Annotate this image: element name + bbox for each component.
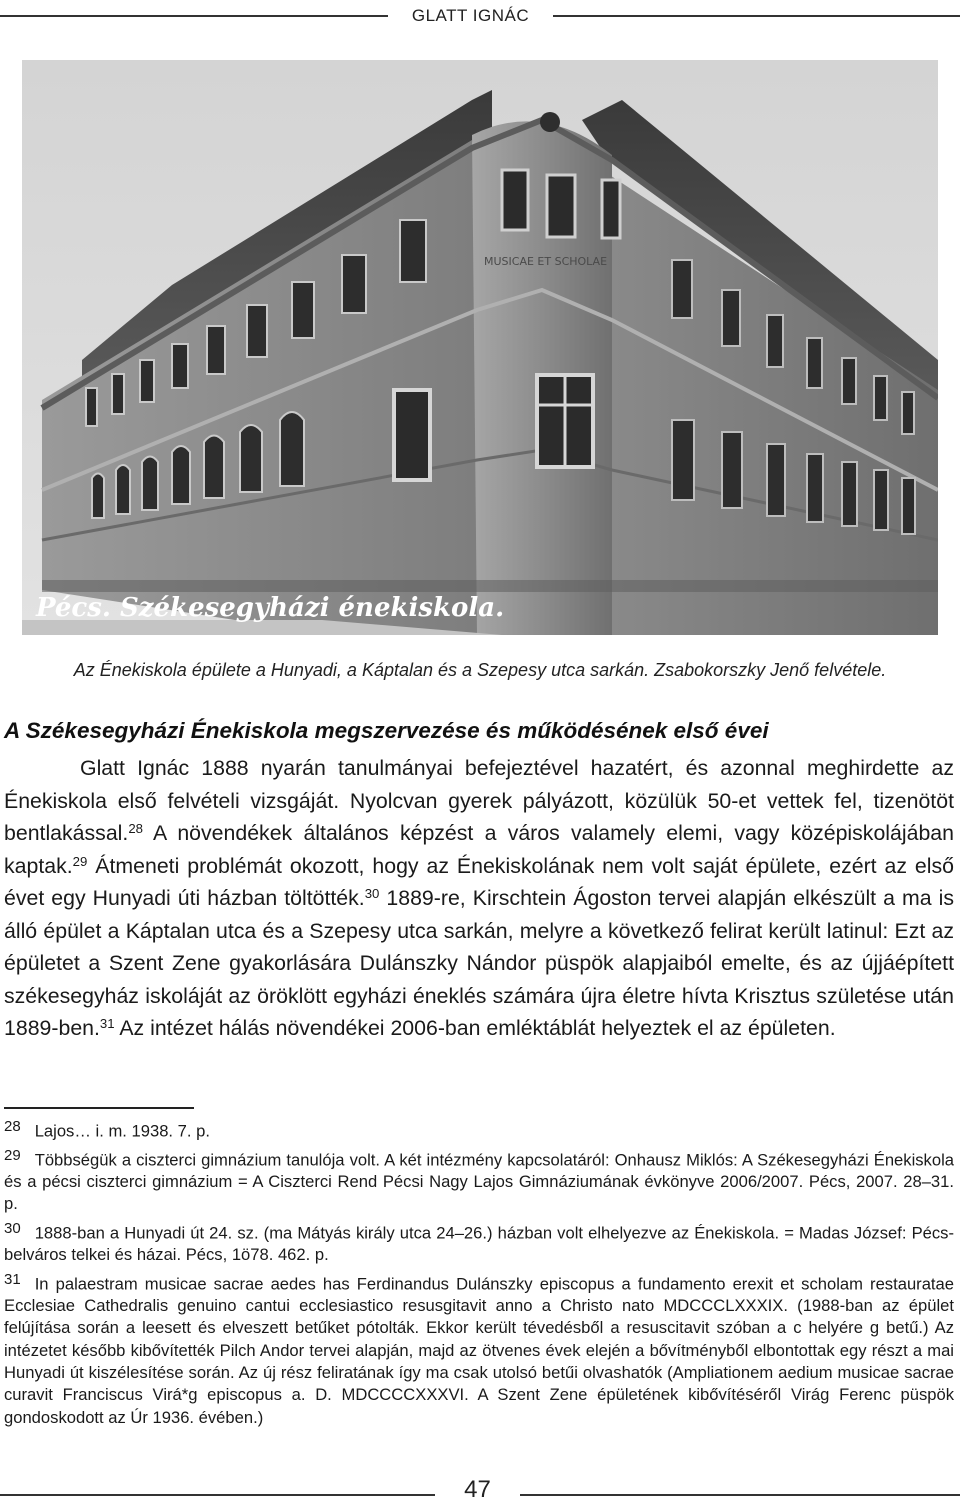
header-rule-left	[0, 15, 388, 17]
footnote-number: 30	[4, 1219, 21, 1237]
footnote-ref[interactable]: 28	[128, 820, 143, 836]
footer-rule-left	[0, 1494, 435, 1496]
footnote-30	[4, 1218, 954, 1267]
footnote-separator	[4, 1107, 194, 1109]
footnote-number: 31	[4, 1270, 21, 1288]
footer-rule-right	[520, 1494, 960, 1496]
footnote-29	[4, 1145, 954, 1216]
footnote-ref[interactable]: 29	[72, 853, 88, 869]
photo-caption: Az Énekiskola épülete a Hunyadi, a Káptalan és a Szepesy utca sarkán. Zsabokorszky Jenő felvétele.	[73, 660, 887, 680]
building-photograph	[22, 60, 938, 635]
paragraph-text	[4, 752, 954, 1045]
footnote-28	[4, 1116, 954, 1143]
frieze-inscription: MUSICAE ET SCHOLAE	[484, 255, 608, 268]
text-segment: Átmeneti problémát okozott, hogy az Énekiskolának nem volt saját épülete, ezért az első évet egy Hunyadi úti házban töltötték.	[4, 853, 954, 910]
footnote-ref[interactable]: 31	[99, 1015, 115, 1031]
footnotes	[4, 1116, 954, 1431]
header-rule-right	[553, 15, 960, 17]
footnote-31	[4, 1269, 954, 1429]
footnote-text: In palaestram musicae sacrae aedes has Ferdinandus Dulánszky episcopus a fundamento erexit et scholam restauratae Ecclesiae Cathedralis genuino cantui ecclesiastico resusgitavit anno a Christo nato MDCCCLXXXIX. (1988-ban az épület felújítása során a leesett és elveszett betűket pótolták. Ekkor került tévedésből a resuscitavit szóban a c helyére g betű.) Az intézetet később kibővítették Pilch Andor tervei alapján, majd az ötvenes évek elején a bővítményből elbontottak egy részt a mai Hunyadi út kiszélesítése során. Az új rész feliratának így ma csak utolsó betűi olvashatók (Ampliationem aedium musicae sacrae curavit Franciscus Virá*g episcopus a. D. MDCCCCXXXVI. A Szent Zene épületének kibővítéséről Virág Ferenc püspök gondoskodott az Úr 1936. évében.)	[4, 1273, 954, 1427]
photo-inscription: Pécs. Székesegyházi énekiskola.	[36, 593, 505, 623]
footnote-text: Lajos… i. m. 1938. 7. p.	[34, 1121, 210, 1141]
text-segment: Az intézet hálás növendékei 2006-ban emléktáblát helyeztek el az épületen.	[114, 1016, 836, 1040]
body-paragraph	[4, 752, 954, 1045]
text-segment: 1889-re, Kirschtein Ágoston tervei alapján elkészült a ma is álló épület a Káptalan utca és a Szepesy utca sarkán, melyre a következő felirat került latinul: Ezt az épületet a Szent Zene gyakorlására Dulánszky Nándor püspök alapjaiból emelte, és az újjáépített székesegyház iskoláját az öröklött egyházi éneklés számára újra életre hívta Krisztus születése után 1889-ben.	[4, 886, 954, 1040]
footnote-number: 29	[4, 1146, 21, 1164]
footnote-number: 28	[4, 1118, 21, 1135]
footnote-text: 1888-ban a Hunyadi út 24. sz. (ma Mátyás király utca 24–26.) házban volt elhelyezve az Énekiskola. = Madas József: Pécs-belváros telkei és házai. Pécs, 1ö78. 462. p.	[4, 1222, 954, 1265]
page-number: 47	[464, 1476, 491, 1503]
building-illustration	[22, 60, 938, 635]
running-header-title: GLATT IGNÁC	[411, 6, 530, 25]
section-title: A Székesegyházi Énekiskola megszervezése és működésének első évei	[4, 718, 769, 743]
footnote-ref[interactable]: 30	[364, 885, 380, 901]
text-segment: Glatt Ignác 1888 nyarán tanulmányai befejeztével hazatért, és azonnal meghirdette az Énekiskola első felvételi vizsgáját. Nyolcvan gyerek pályázott, közülük 50-et vettek fel, tizenötöt bentlakással.	[4, 756, 954, 845]
footnote-text: Többségük a ciszterci gimnázium tanulója volt. A két intézmény kapcsolatáról: Onhausz Miklós: A Székesegyházi Énekiskola és a pécsi ciszterci gimnázium = A Ciszterci Rend Pécsi Nagy Lajos Gimnáziumának évkönyve 2006/2007. Pécs, 2007. 28–31. p.	[4, 1149, 954, 1214]
page-footer	[0, 1474, 960, 1509]
text-segment: A növendékek általános képzést a város valamely elemi, vagy középiskolájában kaptak.	[4, 821, 954, 878]
running-header	[0, 0, 960, 32]
